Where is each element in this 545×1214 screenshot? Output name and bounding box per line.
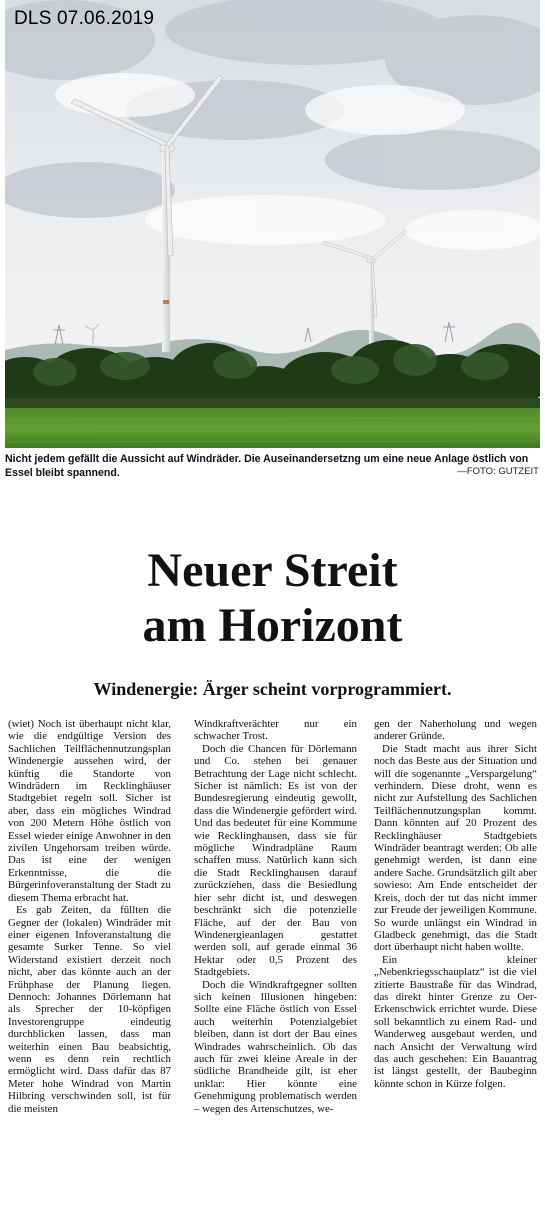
paragraph: Ein kleiner „Nebenkriegsschauplatz“ ist die viel zitierte Baustraße für das Windrad, das direkt hinter Grenze zu Oer-Erkenschwick errichtet wurde. Diese soll bekanntlich zu einem Rad- und Wanderweg ausgebaut werden, und nach Ansicht der Verwaltung wird das auch geschehen: Ein Bauantrag ist längst gestellt, der Baubeginn könnte schon in Kürze folgen. bbox=[374, 953, 537, 1090]
paragraph: Windkraftverächter nur ein schwacher Trost. bbox=[194, 718, 357, 743]
paragraph: gen der Naherholung und wegen anderer Gründe. bbox=[374, 718, 537, 743]
dateline: DLS 07.06.2019 bbox=[14, 8, 155, 29]
paragraph: (wiet) Noch ist überhaupt nicht klar, wie die endgültige Version des Sachlichen Teilflächennutzungsplan Windenergie aussehen wird, der künftig die Standorte von Windrädern im Recklinghäuser Stadtgebiet regeln soll. Sicher ist aber, dass ein mögliches Windrad von 200 Metern Höhe östlich von Essel wieder einige Anwohner in den zivilen Ungehorsam treiben würde. Das ist eine der wenigen Erkenntnisse, die die Bürgerinfoveranstaltung der Stadt zu diesem Thema erbracht hat. bbox=[8, 718, 171, 904]
photo-credit: —FOTO: GUTZEIT bbox=[457, 466, 539, 477]
paragraph: Die Stadt macht aus ihrer Sicht noch das Beste aus der Situation und will die sogenannte „Verspargelung“ verhindern. Diese droht, wenn es nicht zur Aufstellung des Sachlichen Teilflächennutzungsplan kommt. Dann könnten auf 20 Prozent des Recklinghäuser Stadtgebiets Windräder beantragt werden: Ob alle genehmigt werden, ist dann eine andere Sache. Grundsätzlich gilt aber sowieso: Am Ende entscheidet der Kreis, doch der tut das nicht immer zur Freude der jeweiligen Kommune. So wurde unlängst ein Windrad in Gladbeck genehmigt, das die Stadt dort überhaupt nicht haben wollte. bbox=[374, 742, 538, 954]
subheadline: Windenergie: Ärger scheint vorprogrammiert. bbox=[93, 679, 452, 699]
paragraph: Es gab Zeiten, da füllten die Gegner der (lokalen) Windräder mit einer eigenen Infoveranstaltung die gesamte Surker Tenne. So viel Widerstand existiert derzeit noch nicht, aber das könnte auch an der Frühphase der Planung liegen. Dennoch: Johannes Dörlemann hat als Sprecher der 10-köpfigen Investorengruppe eindeutig durchblicken lassen, dass man weiterhin einen Bau beabsichtig, wenn es denn rein rechtlich ermöglicht wird. Dass dafür das 87 Meter hohe Windrad von Martin Hilbring verschwinden soll, ist für die meisten bbox=[8, 904, 171, 1115]
headline-line-1: Neuer Streit bbox=[147, 544, 398, 597]
paragraph: Doch die Windkraftgegner sollten sich keinen Illusionen hingeben: Sollte eine Fläche östlich von Essel auch weiterhin Potenzialgebiet bleiben, dann ist dort der Bau eines Windrades wahrscheinlich. Ob das auch für zwei kleine Areale in der südliche Brandheide gilt, ist eher unklar: Hier könnte eine Genehmigung problematisch werden – wegen des Artenschutzes, we- bbox=[194, 978, 357, 1115]
wind-turbine-photo bbox=[5, 0, 540, 448]
headline bbox=[0, 543, 545, 653]
photo-caption: Nicht jedem gefällt die Aussicht auf Windräder. Die Auseinandersetzng um eine neue Anlage östlich von Essel bleibt spannend. bbox=[5, 453, 529, 479]
article-column-3 bbox=[374, 718, 537, 1090]
article-column-1 bbox=[8, 718, 171, 1115]
article-column-2 bbox=[194, 718, 357, 1115]
headline-line-2: am Horizont bbox=[142, 599, 403, 652]
paragraph: Doch die Chancen für Dörlemann und Co. stehen bei genauer Betrachtung der Lage nicht schlecht. Sicher ist nämlich: Es ist von der Bundesregierung eindeutig gewollt, dass die Windenergie gefördert wird. Und das bedeutet für eine Kommune wie Recklinghausen, dass sie für mögliche Windradpläne Raum schaffen muss. Natürlich kann sich die Stadt Recklinghausen darauf zurückziehen, dass die Besiedlung hier sehr dicht ist, und deswegen beschränkt sich die potenzielle Fläche, auf der der Bau von Windenergieanlagen gestattet werden soll, auf gerade einmal 36 Hektar oder 0,5 Prozent des Stadtgebiets. bbox=[194, 742, 357, 979]
